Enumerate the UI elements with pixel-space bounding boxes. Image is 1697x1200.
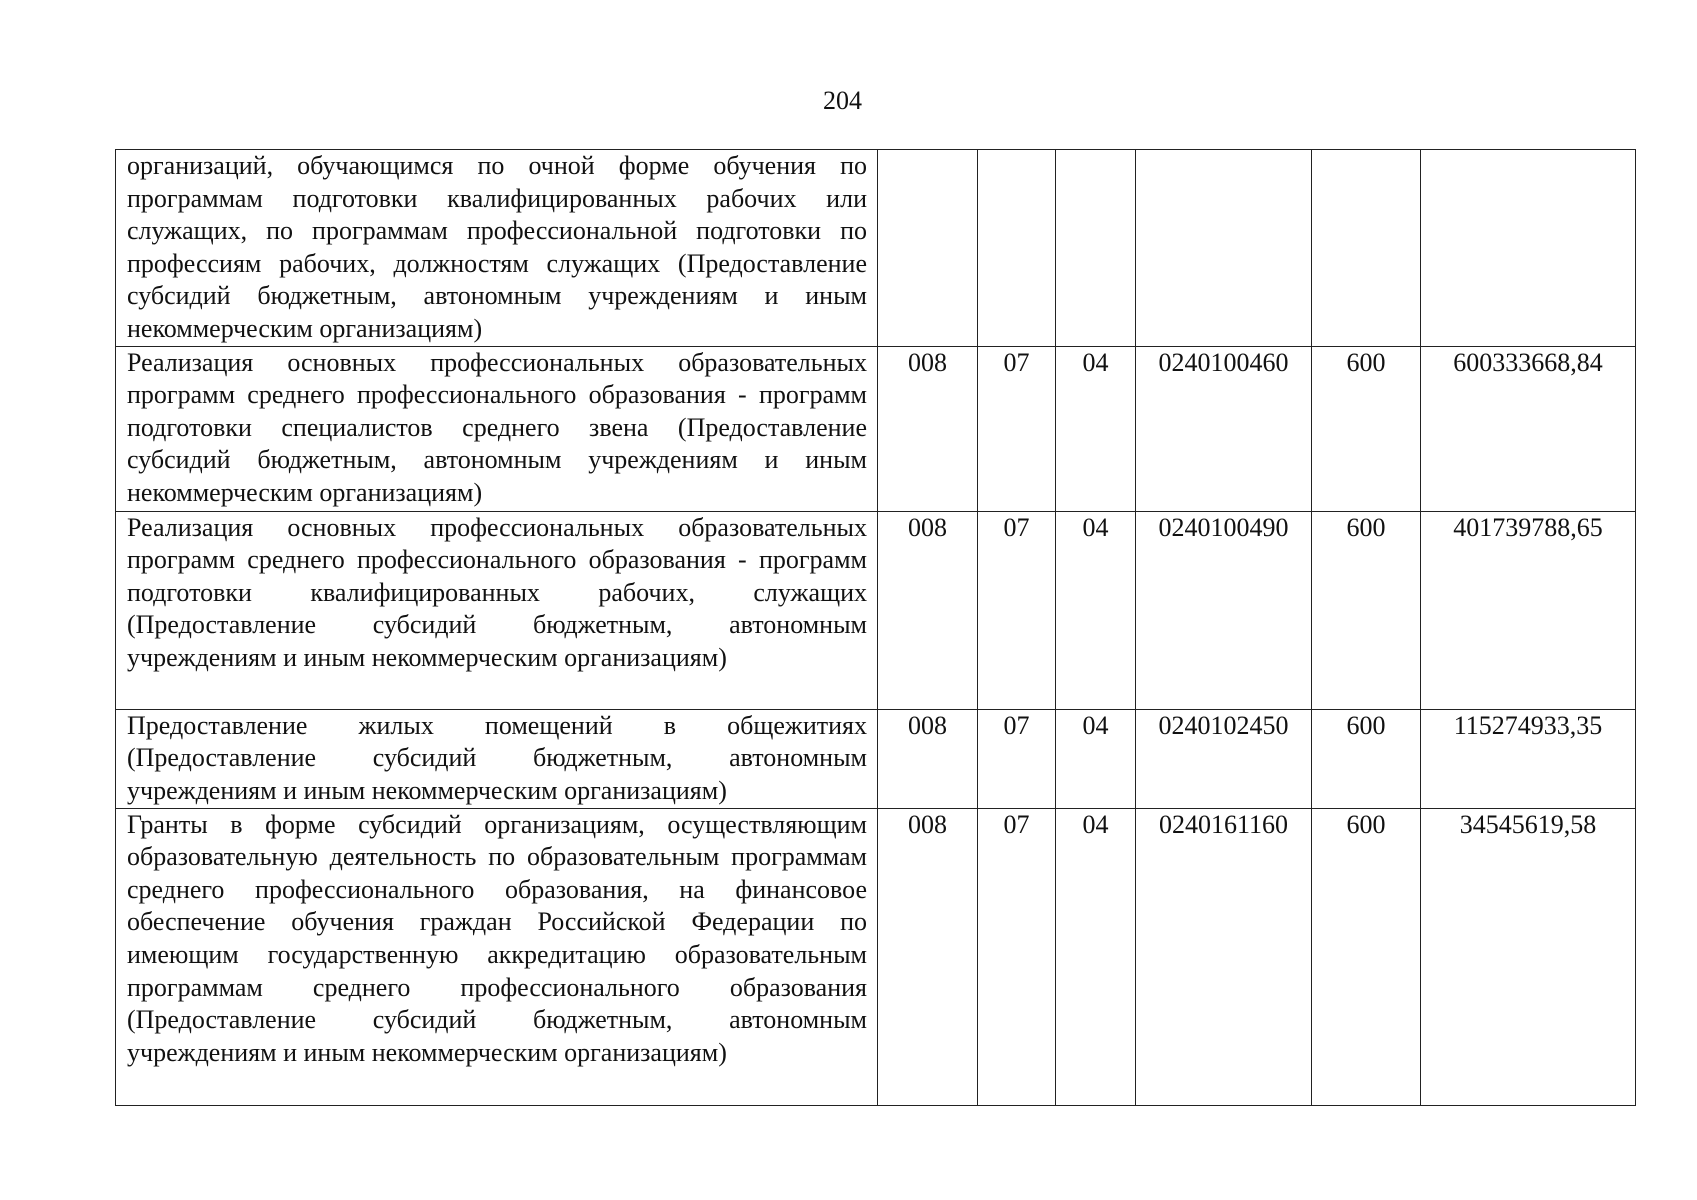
row-description: Гранты в форме субсидий организациям, осуществляющим образовательную деятельность по образовательным программам среднего профессионального образования, на финансовое обеспечение обучения граждан Российской Федерации по имеющим государственную аккредитацию образовательным программам среднего профессионального образования (Предоставление субсидий бюджетным, автономным учреждениям и иным некоммерческим организациям) (116, 808, 878, 1105)
row-description: Предоставление жилых помещений в общежитиях (Предоставление субсидий бюджетным, автономным учреждениям и иным некоммерческим организациям) (116, 709, 878, 808)
table-row (116, 346, 1636, 511)
section-code: 07 (978, 808, 1056, 1105)
expense-type-code (1312, 150, 1421, 347)
target-article-code (1136, 150, 1312, 347)
subsection-code: 04 (1056, 511, 1136, 709)
table-row (116, 709, 1636, 808)
page-number: 204 (823, 86, 862, 115)
expense-type-code: 600 (1312, 709, 1421, 808)
budget-table (115, 149, 1636, 1106)
section-code: 07 (978, 346, 1056, 511)
target-article-code: 0240100460 (1136, 346, 1312, 511)
expense-type-code: 600 (1312, 511, 1421, 709)
amount: 115274933,35 (1421, 709, 1636, 808)
ved-code (878, 150, 978, 347)
row-description: организаций, обучающимся по очной форме обучения по программам подготовки квалифицированных рабочих или служащих, по программам профессиональной подготовки по профессиям рабочих, должностям служащих (Предоставление субсидий бюджетным, автономным учреждениям и иным некоммерческим организациям) (116, 150, 878, 347)
amount (1421, 150, 1636, 347)
subsection-code (1056, 150, 1136, 347)
target-article-code: 0240102450 (1136, 709, 1312, 808)
amount: 34545619,58 (1421, 808, 1636, 1105)
subsection-code: 04 (1056, 346, 1136, 511)
section-code: 07 (978, 709, 1056, 808)
section-code: 07 (978, 511, 1056, 709)
ved-code: 008 (878, 346, 978, 511)
amount: 401739788,65 (1421, 511, 1636, 709)
subsection-code: 04 (1056, 808, 1136, 1105)
table-row (116, 511, 1636, 709)
row-description: Реализация основных профессиональных образовательных программ среднего профессионального образования - программ подготовки квалифицированных рабочих, служащих (Предоставление субсидий бюджетным, автономным учреждениям и иным некоммерческим организациям) (116, 511, 878, 709)
subsection-code: 04 (1056, 709, 1136, 808)
expense-type-code: 600 (1312, 808, 1421, 1105)
amount: 600333668,84 (1421, 346, 1636, 511)
row-description: Реализация основных профессиональных образовательных программ среднего профессионального образования - программ подготовки специалистов среднего звена (Предоставление субсидий бюджетным, автономным учреждениям и иным некоммерческим организациям) (116, 346, 878, 511)
target-article-code: 0240161160 (1136, 808, 1312, 1105)
target-article-code: 0240100490 (1136, 511, 1312, 709)
ved-code: 008 (878, 808, 978, 1105)
table-row (116, 150, 1636, 347)
expense-type-code: 600 (1312, 346, 1421, 511)
section-code (978, 150, 1056, 347)
ved-code: 008 (878, 511, 978, 709)
table-row (116, 808, 1636, 1105)
ved-code: 008 (878, 709, 978, 808)
